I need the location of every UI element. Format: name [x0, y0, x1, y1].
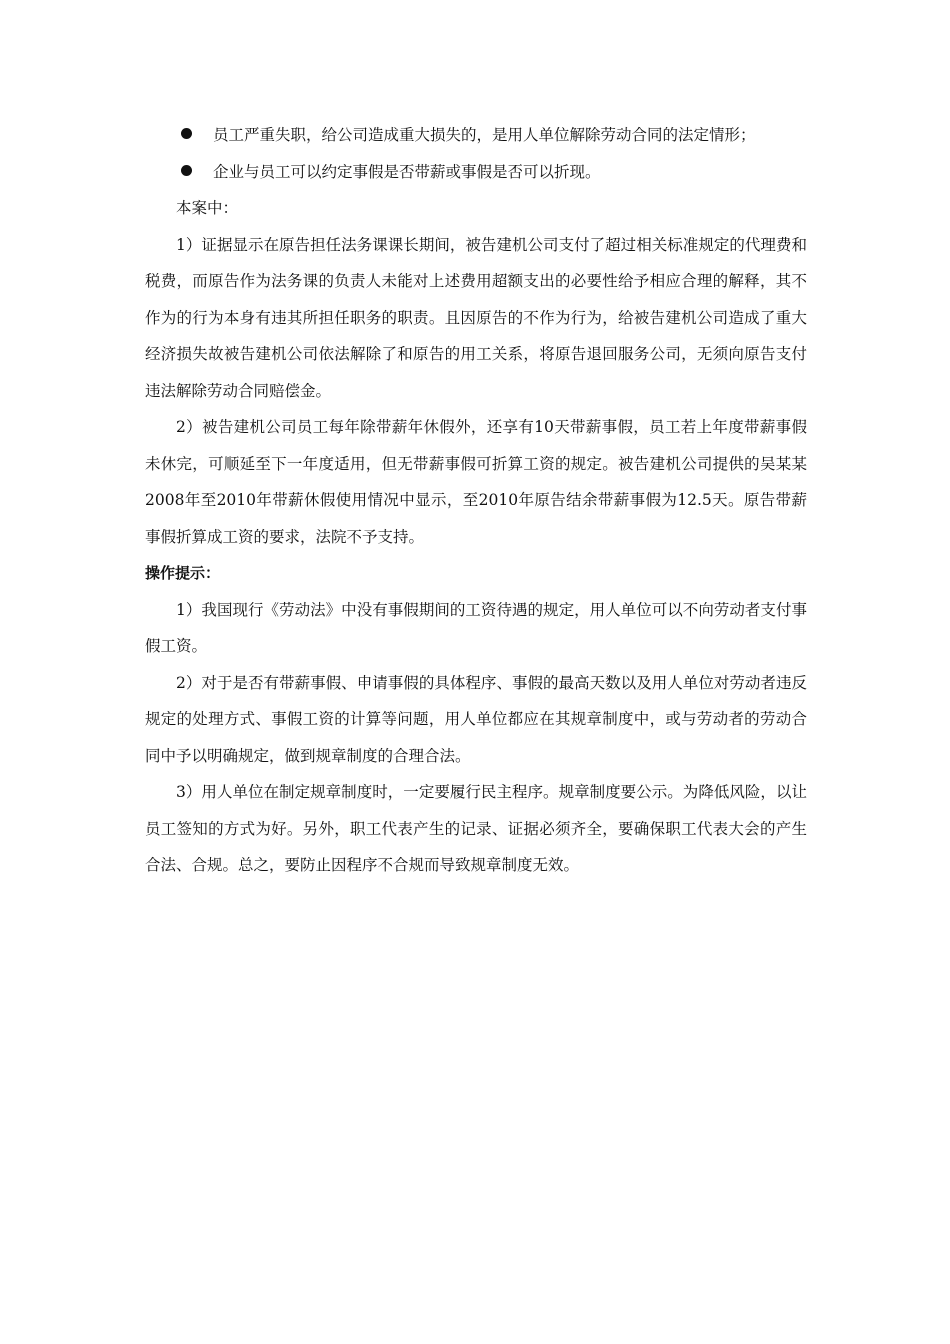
- bullet-dot-icon: [181, 165, 192, 176]
- bullet-item: [145, 154, 807, 191]
- case-paragraph: 2）被告建机公司员工每年除带薪年休假外，还享有10天带薪事假，员工若上年度带薪事假未休完，可顺延至下一年度适用，但无带薪事假可折算工资的规定。被告建机公司提供的吴某某2008年至2010年带薪休假使用情况中显示，至2010年原告结余带薪事假为12.5天。原告带薪事假折算成工资的要求，法院不予支持。: [145, 418, 807, 546]
- tips-paragraph: 2）对于是否有带薪事假、申请事假的具体程序、事假的最高天数以及用人单位对劳动者违反规定的处理方式、事假工资的计算等问题，用人单位都应在其规章制度中，或与劳动者的劳动合同中予以明确规定，做到规章制度的合理合法。: [145, 673, 807, 765]
- tips-paragraph: 3）用人单位在制定规章制度时，一定要履行民主程序。规章制度要公示。为降低风险，以让员工签知的方式为好。另外，职工代表产生的记录、证据必须齐全，要确保职工代表大会的产生合法、合规。总之，要防止因程序不合规而导致规章制度无效。: [145, 783, 807, 874]
- bullet-text: 员工严重失职，给公司造成重大损失的，是用人单位解除劳动合同的法定情形；: [213, 126, 756, 144]
- bullet-item: [145, 117, 807, 154]
- tips-paragraph: 1）我国现行《劳动法》中没有事假期间的工资待遇的规定，用人单位可以不向劳动者支付事假工资。: [145, 600, 807, 655]
- tips-heading: 操作提示：: [145, 564, 221, 582]
- case-paragraph: 1）证据显示在原告担任法务课课长期间，被告建机公司支付了超过相关标准规定的代理费和税费，而原告作为法务课的负责人未能对上述费用超额支出的必要性给予相应合理的解释，其不作为的行为本身有违其所担任职务的职责。且因原告的不作为行为，给被告建机公司造成了重大经济损失故被告建机公司依法解除了和原告的用工关系，将原告退回服务公司，无须向原告支付违法解除劳动合同赔偿金。: [145, 235, 807, 400]
- case-intro: 本案中：: [176, 199, 239, 217]
- bullet-text: 企业与员工可以约定事假是否带薪或事假是否可以折现。: [213, 162, 601, 181]
- bullet-dot-icon: [181, 128, 192, 139]
- document-body: [145, 117, 807, 884]
